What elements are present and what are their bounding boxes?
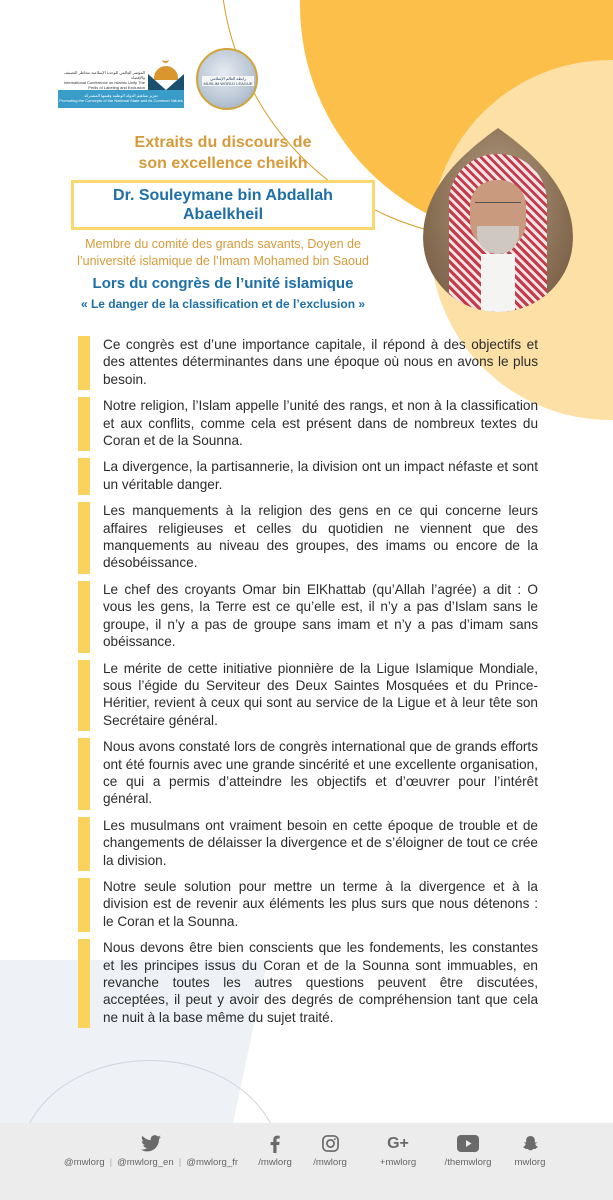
excerpt-paragraph [78,878,538,930]
yellow-bar [78,939,90,1028]
excerpt-paragraph [78,397,538,449]
band-arabic: تعزيز مفاهيم الدولة الوطنية وقيمها المشتركة [84,93,158,98]
role-line-1: Membre du comité des grands savants, Doyen de [85,237,361,251]
speaker-name: Dr. Souleymane bin Abdallah Abaelkheil [71,180,375,230]
excerpt-paragraph [78,336,538,388]
twitter-fr-handle-link[interactable]: @mwlorg_fr [186,1157,239,1168]
yellow-bar [78,336,90,390]
youtube-link[interactable] [438,1135,498,1168]
instagram-link[interactable] [310,1135,350,1168]
instagram-icon [310,1135,350,1153]
excerpt-paragraph [78,939,538,1026]
excerpt-paragraph [78,738,538,808]
intro-line-2: son excellence cheikh [138,155,308,172]
snapchat-link[interactable] [508,1135,552,1168]
facebook-icon [255,1135,295,1153]
conference-logo [58,52,184,108]
twitter-links [56,1135,246,1168]
yellow-bar [78,878,90,932]
yellow-bar [78,738,90,810]
speaker-role [62,236,384,270]
separator: | [109,1157,113,1168]
logos-bar [58,52,258,112]
excerpt-paragraph [78,817,538,869]
facebook-handle: /mwlorg [258,1157,292,1168]
yellow-bar [78,397,90,451]
event-title: Lors du congrès de l’unité islamique [92,275,354,292]
intro-title [62,132,384,174]
excerpt-paragraph [78,502,538,572]
conference-emblem-icon [148,56,184,90]
event-theme: « Le danger de la classification et de l’exclusion » [80,297,366,311]
twitter-icon [56,1135,246,1153]
youtube-icon [438,1135,498,1153]
snapchat-handle: mwlorg [514,1157,546,1168]
paragraph-text: Notre religion, l’Islam appelle l’unité des rangs, et non à la classification et aux conflits, comme cela est présent dans de nombreux textes du Coran et de la Sounna. [103,398,538,449]
speech-header [62,132,384,312]
mwl-english: MUSLIM WORLD LEAGUE [203,81,253,86]
yellow-bar [78,660,90,732]
instagram-handle: /mwlorg [313,1157,347,1168]
paragraph-text: Nous avons constaté lors de congrès international que de grands efforts ont été fournis avec une grande sincérité et une excellente organisation, ce qui a permis d’atteindre les objectifs et d’œuvrer pour l’intérêt général. [103,739,538,807]
google-plus-handle: +mwlorg [379,1157,417,1168]
snapchat-icon [508,1135,552,1153]
google-plus-link[interactable] [375,1135,421,1168]
separator: | [178,1157,182,1168]
yellow-bar [78,581,90,653]
yellow-bar [78,817,90,871]
paragraph-text: La divergence, la partisannerie, la division ont un impact néfaste et sont un véritable danger. [103,459,538,492]
social-footer [0,1123,613,1200]
band-english: Promoting the Concepts of the National State and its Common Values [59,98,183,103]
yellow-bar [78,458,90,495]
paragraph-text: Le chef des croyants Omar bin ElKhattab (qu’Allah l’agrée) a dit : O vous les gens, la Terre est ce qu’elle est, il n’y a pas d’Islam sans le groupe, il n’y a pas de groupe sans imam et n’y a pas d’imam sans obéissance. [103,581,538,650]
paragraph-text: Le mérite de cette initiative pionnière de la Ligue Islamique Mondiale, sous l’égide du Serviteur des Deux Saintes Mosquées et du Prince-Héritier, revient à ceux qui sont au service de la Ligue et à leur tête son Secrétaire général. [103,660,538,728]
yellow-bar [78,502,90,574]
conference-title [58,70,148,90]
role-line-2: l’université islamique de l’Imam Mohamed bin Saoud [77,254,369,268]
mwl-arabic: رابطة العالم الإسلامي [210,76,246,81]
speech-excerpts [78,336,538,1035]
paragraph-text: Notre seule solution pour mettre un terme à la divergence et à la division est de revenir aux éléments les plus surs que nous détenons : le Coran et la Sounna. [103,878,538,929]
google-plus-icon: G+ [387,1135,409,1152]
twitter-en-handle-link[interactable]: @mwlorg_en [117,1157,174,1168]
muslim-world-league-logo [196,48,258,110]
excerpt-paragraph [78,660,538,730]
facebook-link[interactable] [255,1135,295,1168]
paragraph-text: Les musulmans ont vraiment besoin en cette époque de trouble et de changements de délaisser la divergence et de s’éloigner de tout ce crée la division. [103,817,538,868]
excerpt-paragraph [78,581,538,651]
intro-line-1: Extraits du discours de [134,134,312,151]
youtube-handle: /themwlorg [444,1157,492,1168]
twitter-handle-link[interactable]: @mwlorg [63,1157,105,1168]
excerpt-paragraph [78,458,538,493]
paragraph-text: Les manquements à la religion des gens en ce qui concerne leurs affaires religieuses et celles du quotidien ne viennent que des manquements au niveau des groupes, des imams ou encore de la désobéissance. [103,503,538,571]
paragraph-text: Nous devons être bien conscients que les fondements, les constantes et les principes issus du Coran et de la Sounna sont immuables, en revanche toutes les autres questions peuvent être discutées, acceptées, il peut y avoir des degrés de compréhension tant que cela ne nuit à la base même du sujet traité. [103,940,538,1025]
conference-english-title: International Conference on Islamic Unity The Perils of Labeling and Exclusion [63,80,145,90]
conference-band [58,90,184,108]
paragraph-text: Ce congrès est d’une importance capitale, il répond à des objectifs et des attentes déterminantes dans une époque où nous en avons le plus besoin. [103,337,538,387]
conference-arabic-title: المؤتمر العالمي للوحدة الإسلامية مخاطر التصنيف والإقصاء [63,70,145,80]
